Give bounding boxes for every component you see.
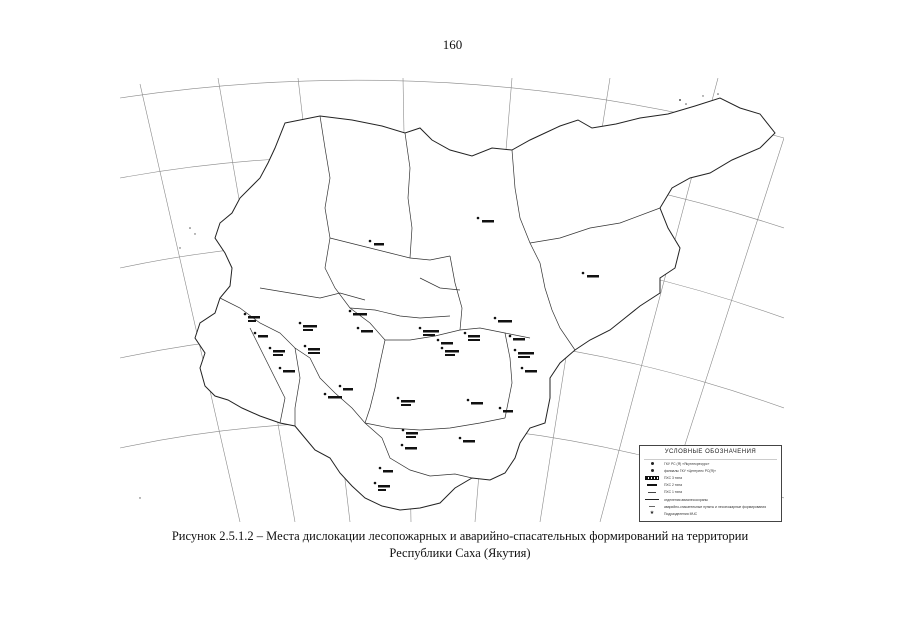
rescue-point-icon: [644, 504, 660, 509]
forest-fire-center-icon: [644, 461, 660, 466]
legend-label: ПХС 2 типа: [664, 483, 682, 488]
pkh3-icon: [644, 475, 660, 480]
legend-item: [640, 482, 781, 489]
legend-label: ПХС 3 типа: [664, 475, 682, 480]
legend-item: [640, 467, 781, 474]
pkh2-icon: [644, 483, 660, 488]
figure-caption: [150, 528, 770, 562]
legend-label: ПХС 1 типа: [664, 490, 682, 495]
legend-item: [640, 510, 781, 517]
branch-icon: [644, 468, 660, 473]
pkh1-icon: [644, 490, 660, 495]
caption-line-2: Республики Саха (Якутия): [389, 546, 531, 560]
legend-label: ГКУ РС (Я) «Якутлесресурс»: [664, 461, 710, 466]
legend-box: [639, 445, 782, 522]
legend-label: отделения авиалесоохраны: [664, 497, 708, 502]
legend-label: Подразделения МЧС: [664, 511, 698, 516]
legend-label: аварийно-спасательные пункты и лесопожарные формирования: [664, 504, 767, 509]
emergency-unit-icon: ★: [649, 510, 655, 517]
legend-title: УСЛОВНЫЕ ОБОЗНАЧЕНИЯ: [644, 446, 777, 460]
page-number: 160: [442, 37, 463, 52]
caption-line-1: Рисунок 2.5.1.2 – Места дислокации лесопожарных и аварийно-спасательных формирований на территории: [171, 529, 749, 543]
legend-label: филиалы ГКУ «Центрлес РС(Я)»: [664, 468, 716, 473]
legend-item: [640, 496, 781, 503]
aviation-division-icon: [644, 497, 660, 502]
map-figure: [120, 78, 784, 522]
legend-item: [640, 460, 781, 467]
legend-item: [640, 474, 781, 481]
legend-item: [640, 503, 781, 510]
legend-item: [640, 489, 781, 496]
